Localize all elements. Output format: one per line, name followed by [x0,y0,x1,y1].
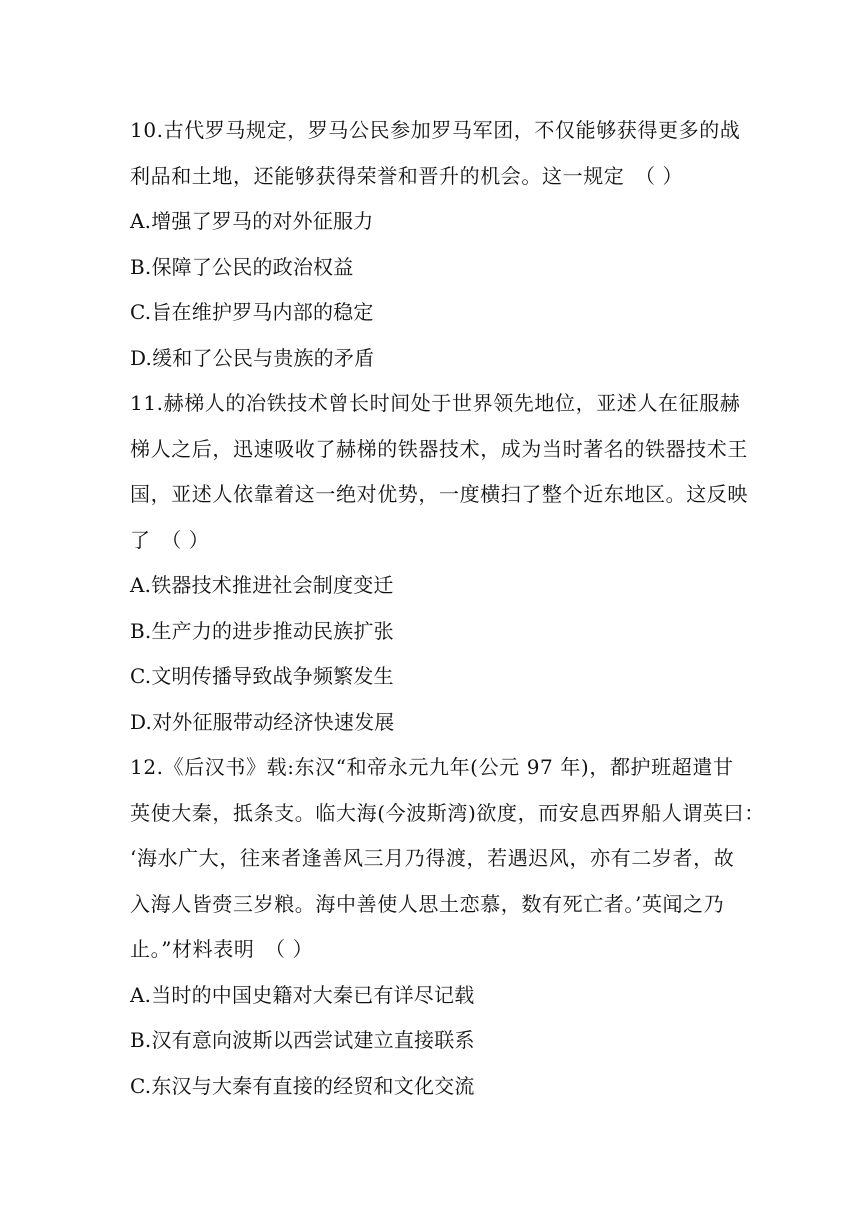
option-a: A.增强了罗马的对外征服力 [130,209,374,233]
stem-line: 12.《后汉书》载:东汉“和帝永元九年(公元 97 年)，都护班超遣甘 [130,755,734,779]
stem-line: 11.赫梯人的冶铁技术曾长时间处于世界领先地位，亚述人在征服赫 [130,391,741,415]
option-d: D.对外征服带动经济快速发展 [130,709,395,734]
option-d: D.缓和了公民与贵族的矛盾 [130,345,375,370]
option-c: C.东汉与大秦有直接的经贸和文化交流 [130,1073,475,1098]
stem-line: 英使大秦，抵条支。临大海(今波斯湾)欲度，而安息西界船人谓英曰： [130,800,765,825]
stem-line: 入海人皆赍三岁粮。海中善使人思土恋慕，数有死亡者。’英闻之乃 [130,891,725,916]
option-b: B.保障了公民的政治权益 [130,254,354,279]
option-c: C.旨在维护罗马内部的稳定 [130,300,374,324]
document-page [130,108,765,1109]
option-a: A.铁器技术推进社会制度变迁 [130,573,394,597]
stem-line: ‘海水广大，往来者逢善风三月乃得渡，若遇迟风，亦有二岁者，故 [130,846,735,870]
stem-line: 10.古代罗马规定，罗马公民参加罗马军团，不仅能够获得更多的战 [130,118,741,142]
stem-line: 止。”材料表明 （ ） [130,937,314,961]
question-options [130,199,740,381]
option-b: B.汉有意向波斯以西尝试建立直接联系 [130,1028,475,1052]
option-c: C.文明传播导致战争频繁发生 [130,664,394,688]
stem-line: 了 （ ） [130,527,210,552]
stem-line: 梯人之后，迅速吸收了赫梯的铁器技术，成为当时著名的铁器技术王 [130,436,748,461]
question-stem [130,745,765,973]
question-12 [130,745,765,1109]
stem-line: 利品和土地，还能够获得荣誉和晋升的机会。这一规定 （ ） [130,163,684,188]
question-11 [130,381,748,745]
question-options [130,563,740,745]
question-stem [130,381,748,563]
question-options [130,973,740,1110]
stem-line: 国，亚述人依靠着这一绝对优势，一度横扫了整个近东地区。这反映 [130,482,748,506]
question-stem [130,108,740,199]
question-10 [130,108,740,381]
option-b: B.生产力的进步推动民族扩张 [130,618,394,643]
option-a: A.当时的中国史籍对大秦已有详尽记载 [130,982,475,1007]
